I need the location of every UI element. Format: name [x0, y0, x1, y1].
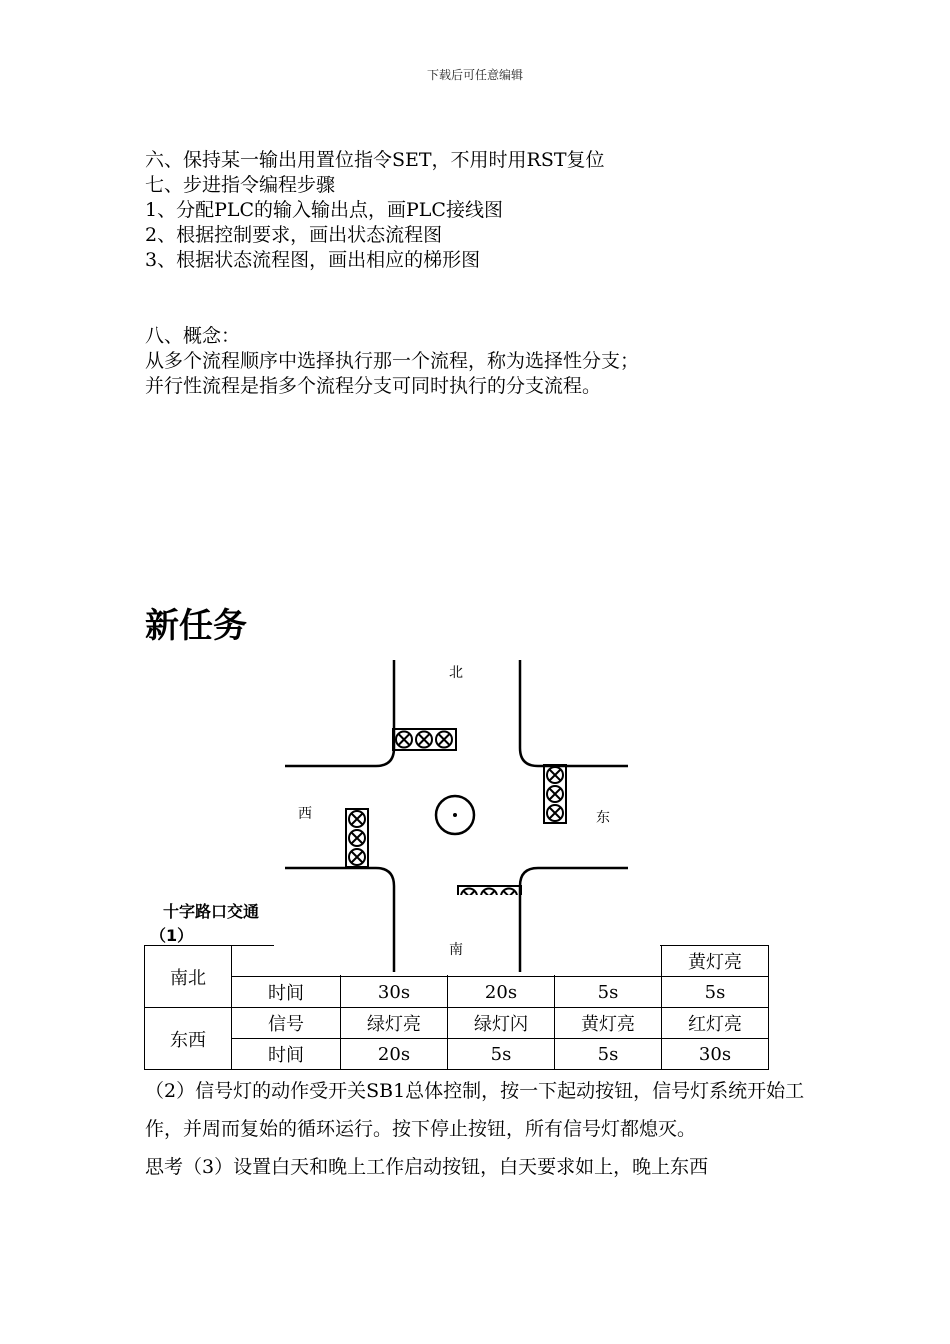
value-cell: 20s [341, 1039, 448, 1070]
label-cell: 时间 [232, 977, 341, 1008]
paragraph: （2）信号灯的动作受开关SB1总体控制，按一下起动按钮，信号灯系统开始工作，并周而复始的循环运行。按下停止按钮，所有信号灯都熄灭。 [145, 1080, 805, 1140]
value-cell: 5s [555, 977, 662, 1008]
south-label: 南 [449, 942, 463, 958]
group-cell: 南北 [145, 946, 232, 1008]
value-cell: 绿灯闪 [448, 1008, 555, 1039]
concept-heading: 八、概念： [145, 325, 241, 347]
page-header: 下载后可任意编辑 [426, 68, 523, 82]
step-line: 1、分配PLC的输入输出点，画PLC接线图 [145, 199, 503, 221]
concept-line: 并行性流程是指多个流程分支可同时执行的分支流程。 [145, 375, 602, 397]
value-cell: 红灯亮 [662, 1008, 769, 1039]
value-cell: 30s [662, 1039, 769, 1070]
table-subtitle: （1） [150, 926, 194, 945]
value-cell: 黄灯亮 [662, 946, 769, 977]
step-line: 2、根据控制要求，画出状态流程图 [145, 224, 443, 246]
value-cell: 黄灯亮 [555, 1008, 662, 1039]
label-cell: 时间 [232, 1039, 341, 1070]
group-cell: 东西 [145, 1008, 232, 1070]
step-line: 3、根据状态流程图，画出相应的梯形图 [145, 249, 481, 271]
step-line: 六、保持某一输出用置位指令SET，不用时用RST复位 [145, 149, 605, 171]
value-cell: 5s [555, 1039, 662, 1070]
step-line: 七、步进指令编程步骤 [145, 174, 336, 196]
value-cell: 30s [341, 977, 448, 1008]
value-cell: 绿灯亮 [341, 1008, 448, 1039]
task-title: 新任务 [145, 606, 247, 646]
north-label: 北 [449, 665, 463, 681]
label-cell: 信号 [232, 1008, 341, 1039]
table-title: 十字路口交通 [163, 902, 260, 921]
value-cell: 5s [662, 977, 769, 1008]
value-cell: 20s [448, 977, 555, 1008]
west-label: 西 [298, 806, 312, 822]
east-label: 东 [596, 810, 610, 826]
body-text [145, 1072, 810, 1186]
paragraph: 思考（3）设置白天和晚上工作启动按钮，白天要求如上，晚上东西 [145, 1156, 709, 1178]
value-cell: 5s [448, 1039, 555, 1070]
concept-line: 从多个流程顺序中选择执行那一个流程，称为选择性分支； [145, 350, 640, 372]
